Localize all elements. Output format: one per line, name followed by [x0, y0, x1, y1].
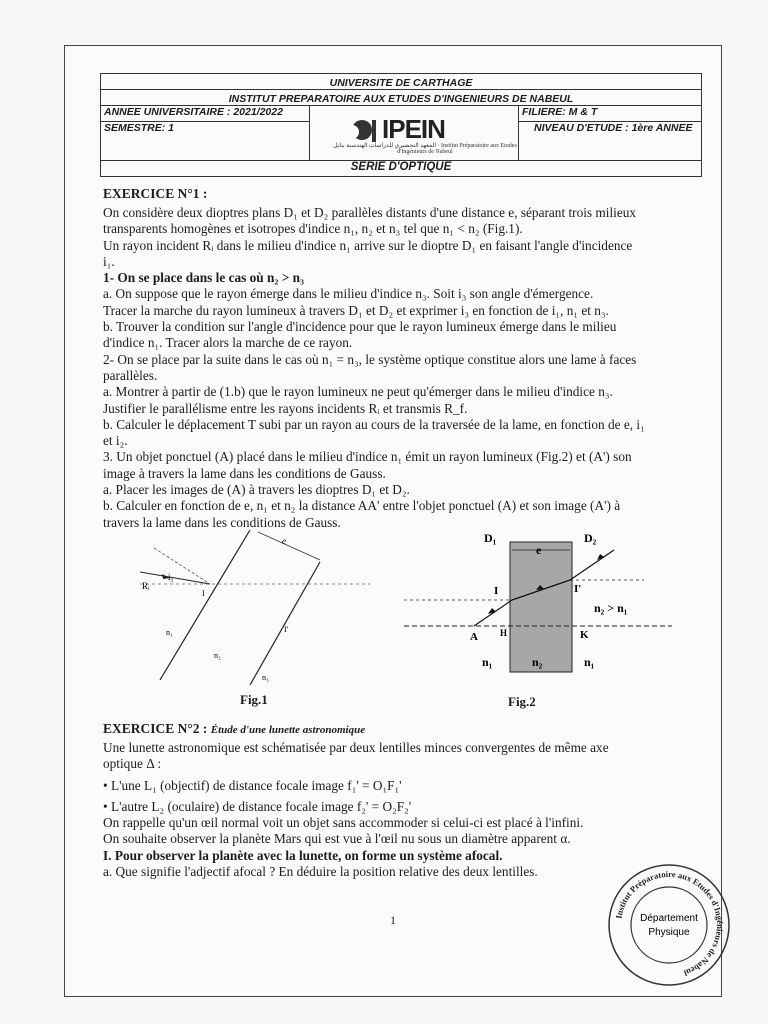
ex1-line: travers la lame dans les conditions de Gauss. [103, 514, 341, 530]
filiere: FILIERE: M & T [522, 106, 598, 118]
ex1-line: 1- On se place dans le cas où n₂ > n₃ [103, 270, 304, 286]
ex1-line: 2- On se place par la suite dans le cas où n₁ = n₃, le système optique constitue alors une lame à faces [103, 351, 637, 367]
fig2-label-A: A [470, 631, 478, 643]
ex1-line: b. Calculer en fonction de e, n₁ et n₂ la distance AA' entre l'objet ponctuel (A) et son image (A') à [103, 498, 621, 514]
fig1-dashed-ray [154, 548, 210, 584]
header-institute-row [100, 89, 702, 106]
ex2-line: I. Pour observer la planète avec la lunette, on forme un système afocal. [103, 847, 503, 863]
fig1-label-ri: Rᵢ [142, 581, 150, 591]
fig1-label-I: I [202, 589, 205, 598]
ex2-line: • L'autre L₂ (oculaire) de distance focale image f₂' = O₂F₂' [103, 798, 412, 814]
fig1-label-Ip: I' [284, 625, 289, 634]
ex1-line: Un rayon incident Rᵢ dans le milieu d'indice n₁ arrive sur le dioptre D₁ en faisant l'angle d'incidence [103, 237, 633, 253]
academic-year: ANNEE UNIVERSITAIRE : 2021/2022 [104, 106, 283, 118]
fig1-label-i1: i₁ [168, 572, 174, 582]
stamp-line1: Département [640, 913, 698, 924]
fig2-label-K: K [580, 629, 589, 641]
ex1-line: d'indice n₁. Tracer alors la marche de ce rayon. [103, 335, 353, 351]
fig1-incident-ray [140, 572, 210, 584]
fig1-label-e: e [282, 536, 286, 546]
ex1-line: 3. Un objet ponctuel (A) placé dans le milieu d'indice n₁ émit un rayon lumineux (Fig.2) et (A') son [103, 449, 632, 465]
stamp-line2: Physique [648, 927, 690, 938]
fig2-label-d2: D₂ [584, 531, 597, 545]
semester: SEMESTRE: 1 [104, 122, 175, 134]
fig2-incident-ray [474, 600, 512, 626]
ex2-line: a. Que signifie l'adjectif afocal ? En déduire la position relative des deux lentilles. [103, 864, 538, 880]
ex2-subtitle: Étude d'une lunette astronomique [210, 724, 366, 736]
ex2-line: Une lunette astronomique est schématisée par deux lentilles minces convergentes de même axe [103, 740, 609, 755]
header-university-row [100, 73, 702, 90]
stamp-seal-icon [604, 860, 734, 990]
ex2-line: On souhaite observer la planète Mars qui est vue à l'œil nu sous un diamètre apparent α. [103, 831, 571, 847]
ex1-line: Justifier le parallélisme entre les rayons incidents Rᵢ et transmis R_f. [103, 400, 468, 416]
fig2-label-Ip: I' [574, 583, 582, 595]
fig2-label-n1-right: n₁ [584, 655, 595, 669]
fig1-label-n2: n₂ [214, 651, 221, 660]
ex1-line: On considère deux dioptres plans D₁ et D₂ parallèles distants d'une distance e, séparant trois milieux [103, 205, 637, 220]
fig2-caption: Fig.2 [508, 694, 536, 709]
fig1-dioptre-d1 [160, 530, 250, 680]
ex2-line: optique Δ : [103, 756, 162, 772]
niveau: NIVEAU D'ETUDE : 1ère ANNEE [534, 122, 693, 134]
fig2-label-I: I [494, 585, 499, 597]
header-university: UNIVERSITE DE CARTHAGE [329, 77, 473, 89]
stamp-ring-text: Institut Préparatoire aux Etudes d'Ingénieurs de Nabeul [613, 868, 726, 979]
fig2-label-n2: n₂ [532, 655, 543, 669]
ex1-line: a. Montrer à partir de (1.b) que le rayon lumineux ne peut qu'émerger dans le milieu d'indice n₃. [103, 384, 613, 400]
ex1-line: parallèles. [103, 367, 158, 383]
fig2-label-e: e [536, 543, 542, 557]
fig2-label-n1-left: n₁ [482, 655, 493, 669]
institute-logo [330, 114, 520, 156]
page-number: 1 [390, 913, 396, 927]
fig2-label-relation: n₂ > n₁ [594, 601, 628, 615]
ex1-line: transparents homogènes et isotropes d'indice n₁, n₂ et n₃ tel que n₁ < n₂ (Fig.1). [103, 221, 523, 237]
figure-1 [140, 530, 370, 690]
fig1-label-n1: n₁ [166, 628, 173, 637]
ex1-line: et i₂. [103, 433, 128, 449]
fig1-label-n3: n₃ [262, 673, 269, 682]
fig1-caption: Fig.1 [240, 692, 268, 707]
ex2-line: On rappelle qu'un œil normal voit un objet sans accommoder si celui-ci est placé à l'infini. [103, 815, 584, 831]
logo-text: IPEIN [382, 114, 445, 144]
ex2-header [103, 721, 705, 738]
ex1-line: b. Trouver la condition sur l'angle d'incidence pour que le rayon lumineux émerge dans le milieu [103, 319, 617, 335]
ex1-line: i₁. [103, 253, 115, 269]
fig2-plate [510, 542, 572, 672]
fig2-label-d1: D₁ [484, 531, 497, 545]
figure-2 [404, 528, 674, 678]
department-stamp [604, 860, 734, 990]
series-title: SERIE D'OPTIQUE [350, 161, 452, 173]
ex1-line: a. Placer les images de (A) à travers les dioptres D₁ et D₂. [103, 482, 410, 498]
ex2-title: EXERCICE N°2 : [103, 721, 208, 736]
ex1-line: image à travers la lame dans les conditions de Gauss. [103, 465, 386, 481]
fig1-dioptre-d2 [250, 562, 320, 685]
ex1-body [103, 205, 705, 531]
fig2-label-H: H [500, 628, 508, 638]
fig2-emergent-ray [570, 550, 614, 580]
ex1-line: Tracer la marche du rayon lumineux à travers D₁ et D₂ et exprimer i₃ en fonction de i₁, n₁ et n₃. [103, 302, 609, 318]
header-institute: INSTITUT PREPARATOIRE AUX ETUDES D'INGENIEURS DE NABEUL [228, 93, 574, 105]
ex2-line: • L'une L₁ (objectif) de distance focale image f₁' = O₁F₁' [103, 777, 402, 793]
ex1-title: EXERCICE N°1 : [103, 186, 208, 201]
fig1-e-dimension [258, 532, 320, 560]
ex1-line: a. On suppose que le rayon émerge dans le milieu d'indice n₃. Soit i₃ son angle d'émergence. [103, 286, 594, 302]
ex1-line: b. Calculer le déplacement T subi par un rayon au cours de la traversée de la lame, en fonction de e, i₁ [103, 416, 645, 432]
logo-subtitle: المعهد التحضيري للدراسات الهندسية بنابل · Institut Préparatoire aux Etudes d'Ingénieurs de Nabeul [333, 143, 517, 155]
